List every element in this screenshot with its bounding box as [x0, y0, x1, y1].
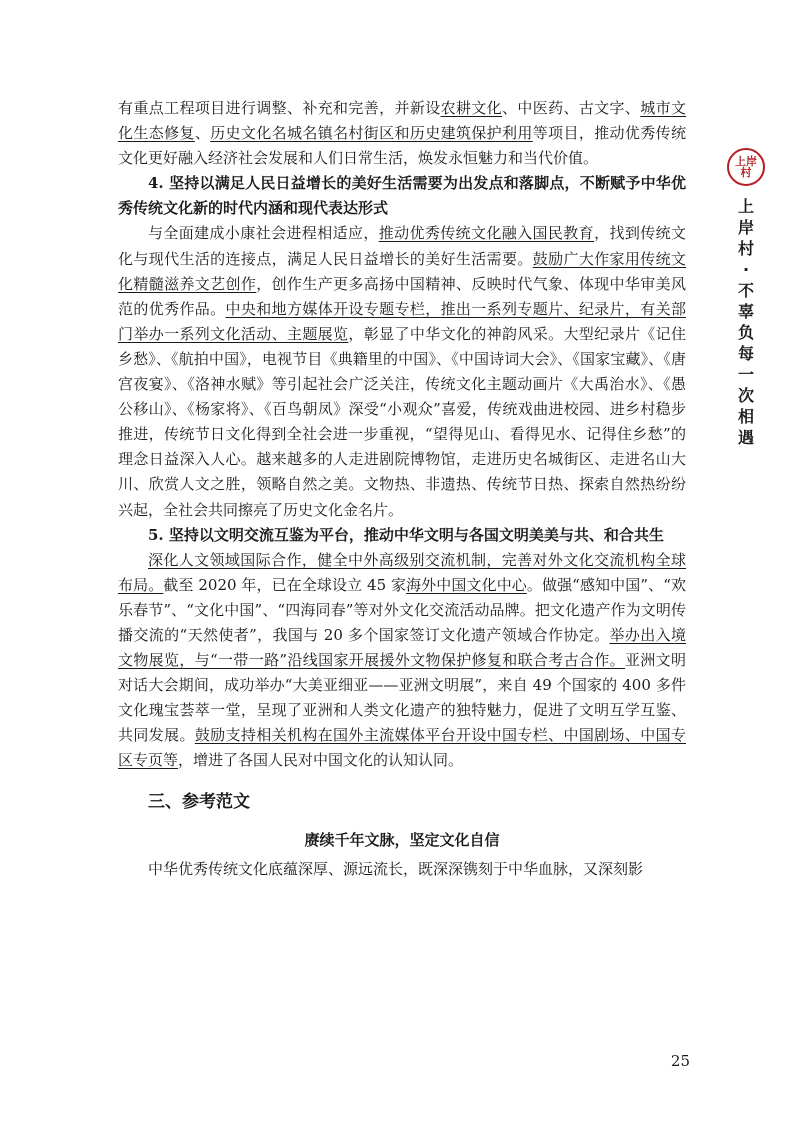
- text-run: ，彰显了中华文化的神韵风采。大型纪录片《记住乡愁》、《航拍中国》，电视节目《典籍里的中国》、《中国诗词大会》、《国家宝藏》、《唐宫夜宴》、《洛神水赋》等引起社会广泛关注，传统文化主题动画片《大禹治水》、《愚公移山》、《杨家将》、《百鸟朝凤》深受“小观众”喜爱，传统戏曲进校园、进乡村稳步推进，传统节日文化得到全社会进一步重视，“望得见山、看得见水、记得住乡愁”的理念日益深入人心。越来越多的人走进剧院博物馆，走进历史名城街区、走进名山大川、欣赏人文之胜，领略自然之美。文物热、非遗热、传统节日热、探索自然热纷纷兴起，全社会共同擦亮了历史文化金名片。: [118, 324, 686, 519]
- underlined-text: 城市文化生态修复: [118, 99, 686, 143]
- paragraph-2: [118, 221, 686, 522]
- text-run: 、: [194, 124, 211, 143]
- paragraph-3: [118, 548, 686, 774]
- underlined-text: 历史文化名城名镇名村街区和历史建筑保护利用: [210, 124, 533, 143]
- underlined-text: 推动优秀传统文化融入国民教育: [378, 224, 595, 243]
- heading-point-4: 4. 坚持以满足人民日益增长的美好生活需要为出发点和落脚点，不断赋予中华优秀传统文化新的时代内涵和现代表达形式: [118, 174, 686, 218]
- heading-point-5: 5. 坚持以文明交流互鉴为平台，推动中华文明与各国文明美美与共、和合共生: [148, 525, 664, 544]
- underlined-text: 举办出入境文物展览，与“一带一路”沿线国家开展援外文物保护修复和联合考古合作。: [118, 625, 686, 670]
- underlined-text: 深化人文领域国际合作，健全中外高级别交流机制，完善对外文化交流机构全球布局。: [118, 550, 686, 594]
- underlined-text: 鼓励广大作家用传统文化精髓滋养文艺创作: [118, 249, 686, 293]
- paragraph-1: [118, 96, 686, 171]
- text-run: 与全面建成小康社会进程相适应，: [148, 224, 379, 243]
- text-run: 有重点工程项目进行调整、补充和完善，并新设: [118, 99, 441, 117]
- article-title: 赓续千年文脉，坚定文化自信: [304, 830, 500, 849]
- text-run: 亚洲文明对话大会期间，成功举办“大美亚细亚——亚洲文明展”，来自 49 个国家的 400 多件文化瑰宝荟萃一堂，呈现了亚洲和人类文化遗产的独特魅力，促进了文明互学互鉴、共同发展。: [118, 651, 686, 745]
- text-run: 。做强“感知中国”、“欢乐春节”、“文化中国”、“四海同春”等对外文化交流活动品牌。把文化遗产作为文明传播交流的“天然使者”，我国与 20 多个国家签订文化遗产领域合作协定。: [118, 575, 686, 644]
- text-run: ，增进了各国人民对中国文化的认知认同。: [178, 751, 464, 770]
- paragraph-4: 中华优秀传统文化底蕴深厚、源远流长，既深深镌刻于中华血脉，又深刻影: [148, 859, 644, 878]
- underlined-text: 中央和地方媒体开设专题专栏，推出一系列专题片、纪录片，有关部门举办一系列文化活动、主题展览: [118, 299, 686, 343]
- text-run: ，找到传统文化与现代生活的连接点，满足人民日益增长的美好生活需要。: [118, 224, 686, 268]
- seal-text: 上岸村: [735, 155, 757, 179]
- seal-logo-icon: [727, 148, 765, 186]
- side-banner: [728, 148, 764, 448]
- page-number: 25: [670, 1052, 690, 1070]
- page-content: [118, 96, 686, 882]
- text-run: 截至 2020 年，已在全球设立 45 家: [163, 575, 407, 594]
- text-run: 、中医药、古文字、: [502, 99, 641, 117]
- section-heading: 三、参考范文: [148, 791, 250, 812]
- text-run: ，创作生产更多高扬中国精神、反映时代气象、体现中华审美风范的优秀作品。: [118, 274, 686, 318]
- side-tagline: 上岸村·不辜负每一次相遇: [737, 197, 754, 447]
- underlined-text: 海外中国文化中心: [406, 575, 527, 594]
- text-run: 等项目，推动优秀传统文化更好融入经济社会发展和人们日常生活，焕发永恒魅力和当代价值。: [118, 124, 686, 168]
- underlined-text: 鼓励支持相关机构在国外主流媒体平台开设中国专栏、中国剧场、中国专区专页等: [118, 726, 686, 770]
- underlined-text: 农耕文化: [440, 99, 503, 117]
